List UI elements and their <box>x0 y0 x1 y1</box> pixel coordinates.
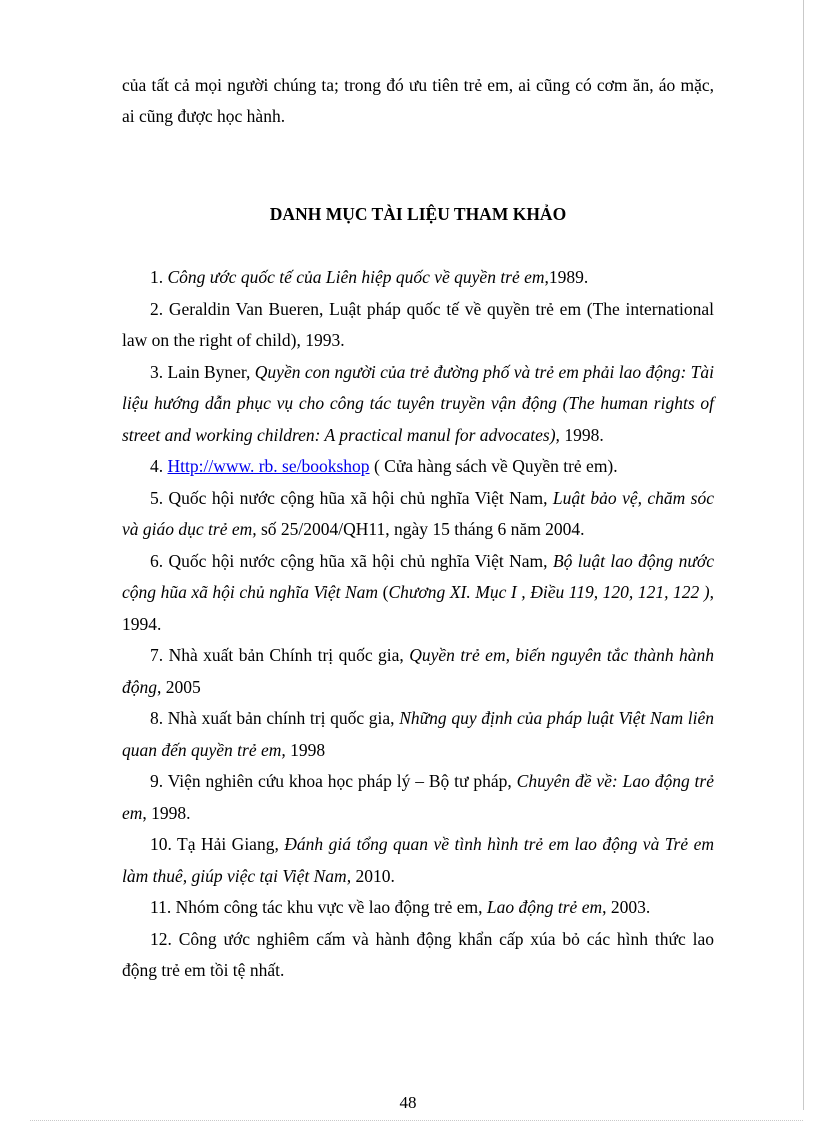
reference-tail: 1998. <box>564 424 604 445</box>
reference-list <box>122 262 714 987</box>
reference-title: Quyền trẻ em, biến nguyên tắc thành hành động <box>122 645 714 697</box>
reference-number: 7. <box>150 645 164 665</box>
reference-author: Nhóm công tác khu vực về lao động trẻ em, <box>175 897 483 917</box>
reference-number: 9. <box>150 771 164 791</box>
page-border-right <box>803 0 804 1110</box>
reference-author: Nhà xuất bản Chính trị quốc gia, <box>168 645 404 665</box>
reference-number: 1. <box>150 267 164 287</box>
bookshop-link[interactable]: Http://www. rb. se/bookshop <box>167 456 370 476</box>
reference-tail: , 1998. <box>142 802 191 823</box>
reference-author: Quốc hội nước cộng hũa xã hội chủ nghĩa Việt Nam, <box>168 550 548 571</box>
reference-item-11 <box>122 892 714 924</box>
reference-author: Viện nghiên cứu khoa học pháp lý – Bộ tư pháp, <box>167 771 512 791</box>
reference-item-12 <box>122 924 714 987</box>
reference-tail: ( Cửa hàng sách về Quyền trẻ em). <box>369 456 618 476</box>
intro-paragraph: của tất cả mọi người chúng ta; trong đó ưu tiên trẻ em, ai cũng có cơm ăn, áo mặc, ai cũng được học hành. <box>122 75 714 126</box>
reference-title-chapter: Chương XI. Mục I , Điều 119, 120, 121, 122 ) <box>388 582 710 602</box>
reference-item-3 <box>122 357 714 452</box>
reference-tail: ,1989. <box>544 267 589 287</box>
reference-title: Luật bảo vệ, chăm sóc và giáo dục trẻ em, <box>122 487 715 539</box>
reference-item-2 <box>122 294 714 357</box>
reference-tail: , 2005 <box>157 676 201 697</box>
reference-number: 8. <box>150 708 164 728</box>
reference-tail: số 25/2004/QH11, ngày 15 tháng 6 năm 2004. <box>261 519 585 539</box>
reference-title: Quyền con người của trẻ đường phố và trẻ em phải lao động: Tài liệu hướng dẫn phục vụ cho công tác tuyên truyền vận động (The human rights of street and working children: A practical manul for advocates), <box>122 361 715 445</box>
reference-title: Bộ luật lao động nước cộng hũa xã hội chủ nghĩa Việt Nam <box>122 550 714 602</box>
reference-title: Những quy định của pháp luật Việt Nam liên quan đến quyền trẻ em, <box>122 708 715 760</box>
reference-title: Chuyên đề về: Lao động trẻ em <box>122 771 714 823</box>
reference-number: 2. <box>150 298 164 319</box>
reference-item-9 <box>122 766 714 829</box>
reference-number: 5. <box>150 487 164 508</box>
reference-author: Quốc hội nước cộng hũa xã hội chủ nghĩa Việt Nam, <box>168 487 548 508</box>
reference-item-4 <box>122 451 714 483</box>
reference-tail: 1998 <box>290 739 326 760</box>
reference-item-5 <box>122 483 714 546</box>
reference-number: 3. <box>150 361 164 382</box>
reference-author: Nhà xuất bản chính trị quốc gia, <box>167 708 395 728</box>
reference-item-10 <box>122 829 714 892</box>
reference-author: Lain Byner, <box>167 361 251 382</box>
reference-item-6 <box>122 546 714 641</box>
reference-number: 12. <box>150 928 172 949</box>
reference-tail: 2010. <box>355 865 395 886</box>
reference-title: Lao động trẻ em <box>486 897 603 917</box>
reference-number: 10. <box>150 834 172 854</box>
reference-item-1 <box>122 262 714 294</box>
reference-tail: , 1994. <box>122 582 715 634</box>
reference-author: Tạ Hải Giang, <box>177 834 279 854</box>
page-border-bottom <box>30 1120 803 1121</box>
references-heading: DANH MỤC TÀI LIỆU THAM KHẢO <box>269 204 567 224</box>
reference-item-8 <box>122 703 714 766</box>
reference-title: Đánh giá tổng quan về tình hình trẻ em lao động và Trẻ em làm thuê, giúp việc tại Việt Nam, <box>122 834 715 886</box>
reference-text: Công ước nghiêm cấm và hành động khẩn cấp xúa bỏ các hình thức lao động trẻ em tồi tệ nhất. <box>122 928 714 980</box>
reference-number: 6. <box>150 550 164 571</box>
page-number: 48 <box>399 1093 417 1112</box>
reference-number: 4. <box>150 456 164 476</box>
reference-paren: ( <box>382 582 389 602</box>
reference-number: 11. <box>150 897 172 917</box>
reference-text: Geraldin Van Bueren, Luật pháp quốc tế về quyền trẻ em (The international law on the right of child), 1993. <box>122 298 714 350</box>
reference-item-7 <box>122 640 714 703</box>
reference-tail: , 2003. <box>602 897 651 917</box>
reference-title: Công ước quốc tế của Liên hiệp quốc về quyền trẻ em <box>167 267 545 287</box>
